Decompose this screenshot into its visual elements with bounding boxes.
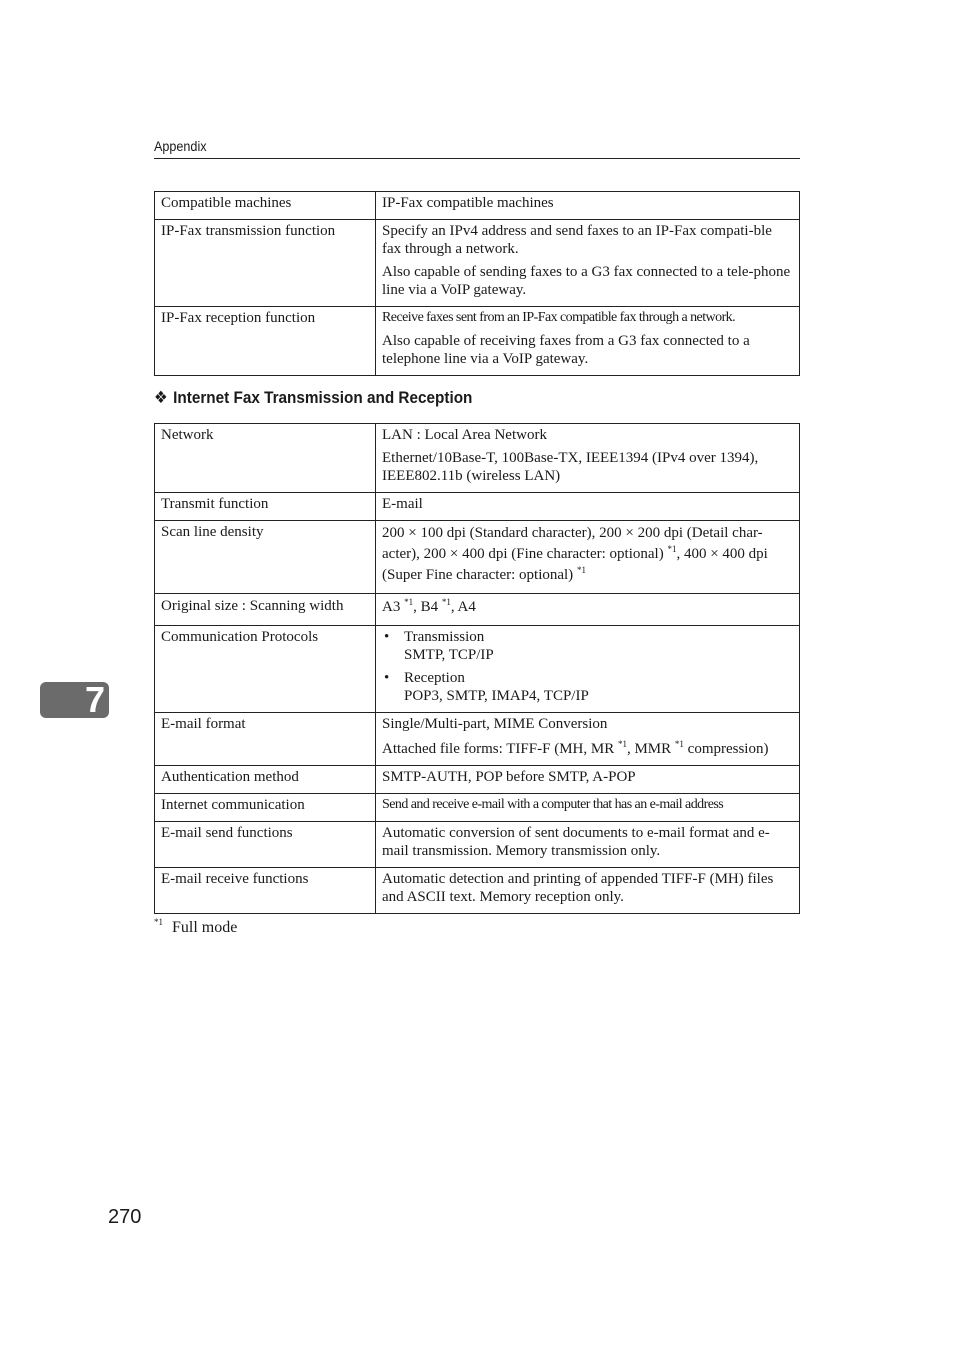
value-line: Receive faxes sent from an IP-Fax compatible fax through a network. <box>382 310 736 325</box>
row-label: Scan line density <box>155 521 376 594</box>
row-label: Internet communication <box>155 794 376 822</box>
value-line: Single/Multi-part, MIME Conversion <box>382 716 608 732</box>
paper-size: , A4 <box>450 599 476 615</box>
ipfax-spec-table <box>154 191 800 376</box>
header-rule <box>154 158 800 159</box>
section-heading <box>154 388 472 408</box>
row-value <box>376 192 800 220</box>
row-label: Network <box>155 424 376 493</box>
row-value: Automatic conversion of sent documents to e-mail format and e-mail transmission. Memory transmission only. <box>376 822 800 868</box>
table-row <box>155 493 800 521</box>
footnote-ref: *1 <box>667 544 677 554</box>
footnote-text: Full mode <box>172 919 238 936</box>
value-line: Ethernet/10Base-T, 100Base-TX, IEEE1394 (IPv4 over 1394), IEEE802.11b (wireless LAN) <box>382 450 759 484</box>
table-row <box>155 192 800 220</box>
row-value <box>376 794 800 822</box>
row-label: E-mail receive functions <box>155 868 376 914</box>
row-label: IP-Fax transmission function <box>155 220 376 307</box>
value-line: Send and receive e-mail with a computer that has an e-mail address <box>382 797 724 812</box>
row-value <box>376 521 800 594</box>
row-label: E-mail send functions <box>155 822 376 868</box>
diamond-bullet-icon: ❖ <box>154 388 168 407</box>
section-title: Internet Fax Transmission and Reception <box>173 388 473 407</box>
table-row <box>155 594 800 626</box>
running-head: Appendix <box>154 138 207 154</box>
format-text: , MMR <box>626 741 672 757</box>
row-value <box>376 594 800 626</box>
table-row <box>155 307 800 376</box>
footnote-ref: *1 <box>441 597 451 607</box>
footnote-ref: *1 <box>674 739 684 749</box>
table-row <box>155 424 800 493</box>
scan-line-text: , 400 × 400 dpi (Super Fine character: optional) <box>382 546 768 583</box>
value-line: Specify an IPv4 address and send faxes to an IP-Fax compati-ble fax through a network. <box>382 223 772 257</box>
row-value <box>376 424 800 493</box>
protocol-title: • Reception <box>404 670 465 686</box>
row-value <box>376 713 800 766</box>
footnote-ref: *1 <box>576 565 586 575</box>
row-value <box>376 307 800 376</box>
row-value: Automatic detection and printing of appended TIFF-F (MH) files and ASCII text. Memory reception only. <box>376 868 800 914</box>
value-line: Also capable of receiving faxes from a G3 fax connected to a telephone line via a VoIP gateway. <box>382 333 750 367</box>
table-row <box>155 220 800 307</box>
row-label: Compatible machines <box>155 192 376 220</box>
table-row <box>155 868 800 914</box>
scan-line-text: 200 × 100 dpi (Standard character), 200 × 200 dpi (Detail char-acter), 200 × 400 dpi (Fine character: optional) <box>382 525 763 562</box>
chapter-tab <box>40 679 109 720</box>
row-label: Authentication method <box>155 766 376 794</box>
footnote-ref: *1 <box>404 597 414 607</box>
value-line: Also capable of sending faxes to a G3 fax connected to a tele-phone line via a VoIP gateway. <box>382 264 791 298</box>
row-label: E-mail format <box>155 713 376 766</box>
list-item <box>382 669 794 705</box>
value-line: LAN : Local Area Network <box>382 427 547 443</box>
format-text: compression) <box>683 741 769 757</box>
table-row <box>155 626 800 713</box>
protocol-list <box>382 628 794 705</box>
protocol-detail: POP3, SMTP, IMAP4, TCP/IP <box>404 688 589 704</box>
row-label: Communication Protocols <box>155 626 376 713</box>
protocol-title: • Transmission <box>404 629 485 645</box>
table-row <box>155 766 800 794</box>
table-row <box>155 794 800 822</box>
paper-size: A3 <box>382 599 401 615</box>
row-value <box>376 626 800 713</box>
row-value <box>376 220 800 307</box>
row-label: IP-Fax reception function <box>155 307 376 376</box>
table-row <box>155 713 800 766</box>
list-item <box>382 628 794 664</box>
row-value: SMTP-AUTH, POP before SMTP, A-POP <box>376 766 800 794</box>
row-value: E-mail <box>376 493 800 521</box>
chapter-number: 7 <box>84 679 105 720</box>
paper-size: , B4 <box>413 599 439 615</box>
footnote-mark: *1 <box>154 917 163 927</box>
value-line <box>382 740 794 758</box>
protocol-detail: SMTP, TCP/IP <box>404 647 494 663</box>
row-label: Original size : Scanning width <box>155 594 376 626</box>
footnote <box>154 917 237 937</box>
page-number: 270 <box>108 1206 142 1228</box>
row-label: Transmit function <box>155 493 376 521</box>
table-row <box>155 822 800 868</box>
footnote-ref: *1 <box>617 739 627 749</box>
internet-fax-spec-table <box>154 423 800 914</box>
value-line: IP-Fax compatible machines <box>382 195 554 211</box>
format-text: Attached file forms: TIFF-F (MH, MR <box>382 741 615 757</box>
table-row <box>155 521 800 594</box>
